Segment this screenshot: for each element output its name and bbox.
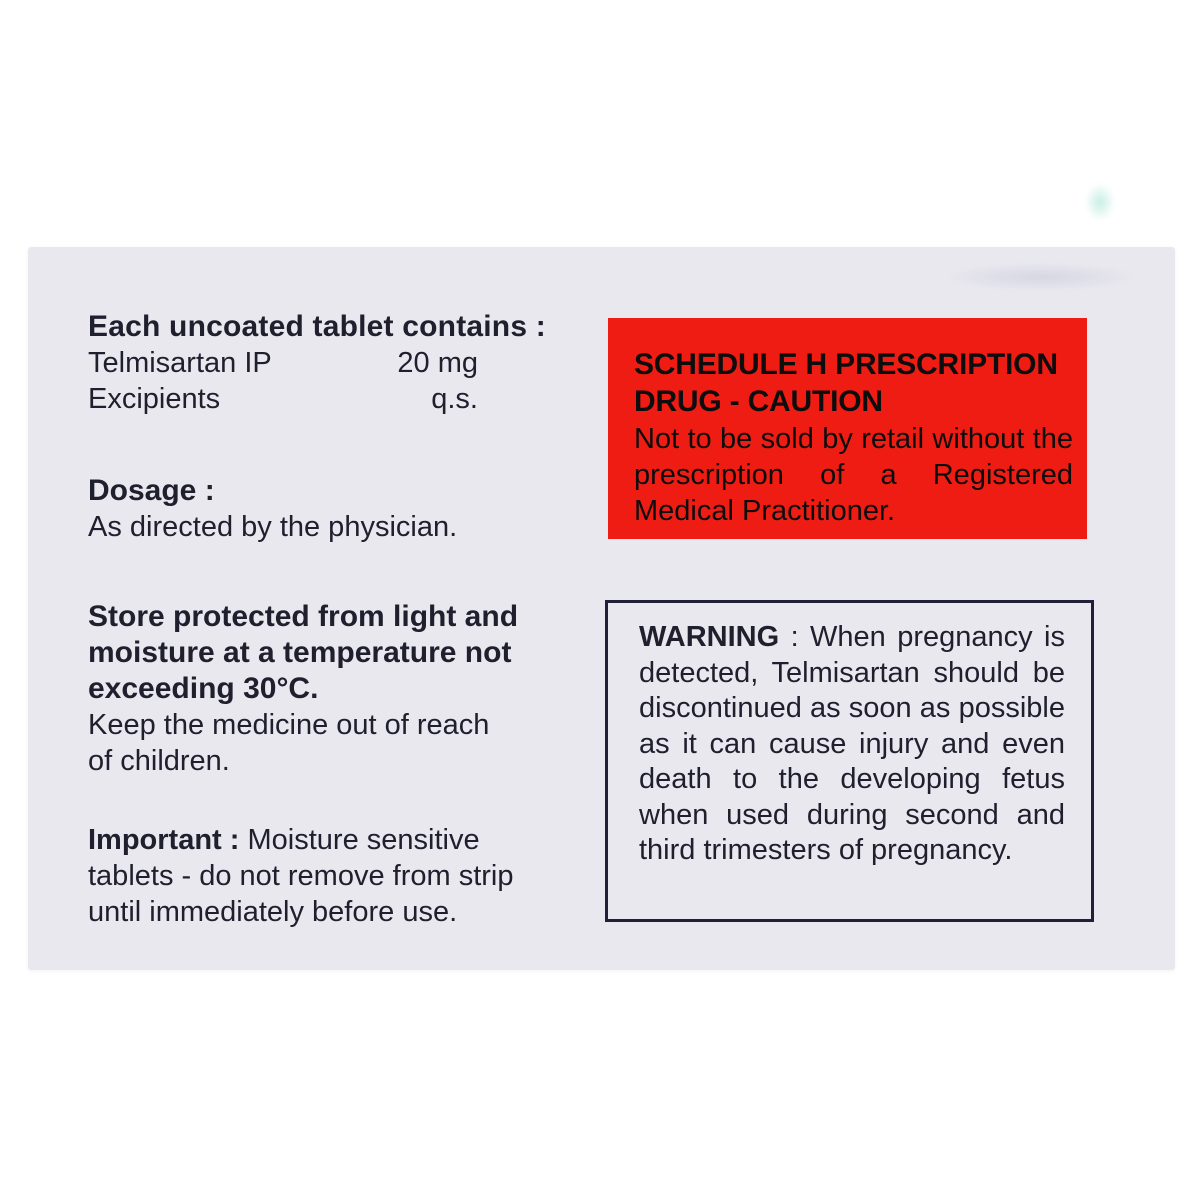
- composition-heading: Each uncoated tablet contains :: [88, 310, 546, 343]
- schedule-h-body: Not to be sold by retail without the prescription of a Registered Medical Practitioner.: [634, 423, 1073, 527]
- dosage-section: [88, 473, 558, 545]
- pregnancy-warning-box: [605, 600, 1094, 922]
- ingredient-quantity: 20 mg: [397, 347, 478, 379]
- schedule-h-caution-box: [608, 318, 1087, 539]
- ingredient-name: Excipients: [88, 383, 221, 415]
- important-note: [88, 822, 530, 930]
- composition-row: [88, 381, 478, 417]
- storage-section: [88, 599, 580, 779]
- dosage-heading: Dosage :: [88, 474, 215, 507]
- dosage-text: As directed by the physician.: [88, 511, 458, 543]
- warning-label: WARNING: [639, 621, 780, 653]
- ingredient-quantity: q.s.: [431, 383, 478, 415]
- keep-away-text: Keep the medicine out of reach of children.: [88, 709, 490, 777]
- composition-section: [88, 309, 548, 417]
- storage-instruction: Store protected from light and moisture at a temperature not exceeding 30°C.: [88, 600, 519, 705]
- composition-row: [88, 345, 478, 381]
- ingredient-name: Telmisartan IP: [88, 347, 272, 379]
- warning-body: When pregnancy is detected, Telmisartan should be discontinued as soon as possible as it can cause injury and even death to the developing fetus when used during second and third trimesters of pregnancy.: [639, 621, 1065, 866]
- print-show-through-smudge: [948, 264, 1133, 290]
- medicine-box-label: [28, 247, 1175, 970]
- important-text: Moisture sensitive tablets - do not remove from strip until immediately before use.: [88, 824, 514, 928]
- green-reflection-smudge: [1085, 183, 1115, 221]
- pregnancy-warning-text: [639, 620, 1065, 869]
- important-label: Important :: [88, 824, 240, 856]
- schedule-h-heading: SCHEDULE H PRESCRIPTION DRUG - CAUTION: [634, 348, 1058, 418]
- warning-colon: :: [790, 621, 799, 653]
